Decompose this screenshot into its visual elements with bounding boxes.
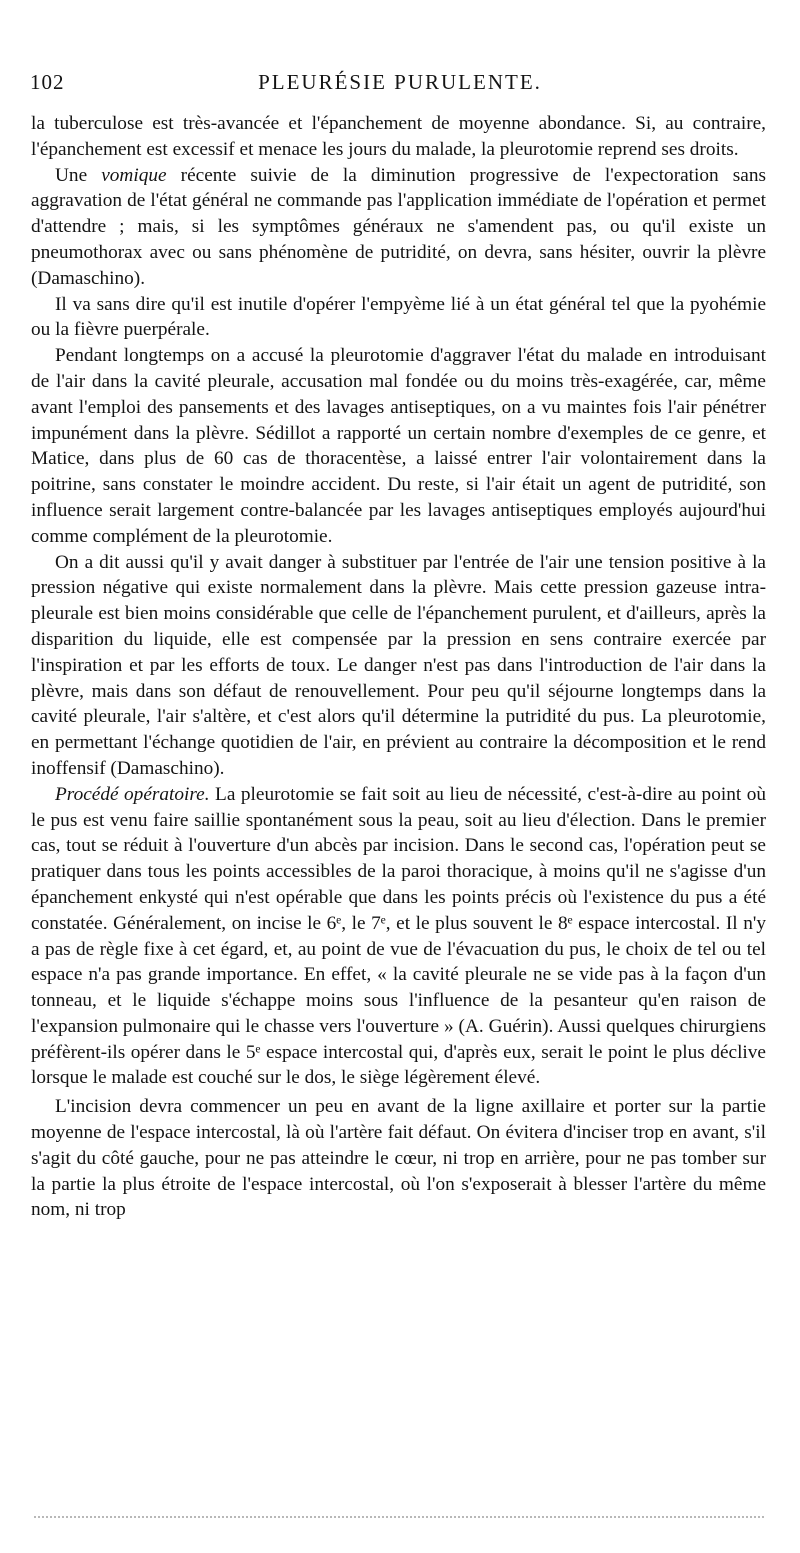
paragraph [31,163,766,292]
section-heading: Procédé opératoire. [55,783,210,805]
paragraph: Il va sans dire qu'il est inutile d'opérer l'empyème lié à un état général tel que la pyohémie ou la fièvre puerpérale. [31,293,766,341]
paragraph-text: Une [55,164,102,186]
emphasis-term: vomique [101,164,167,186]
bleed-through-line [34,1516,764,1520]
paragraph: L'incision devra commencer un peu en avant de la ligne axillaire et porter sur la partie moyenne de l'espace intercostal, là où l'artère fait défaut. On évitera d'inciser trop en avant, s'il s'agit du côté gauche, pour ne pas atteindre le cœur, ni trop en arrière, pour ne pas tomber sur la partie la plus étroite de l'espace intercostal, où l'on s'exposerait à blesser l'artère du même nom, ni trop [31,1096,766,1221]
paragraph: Pendant longtemps on a accusé la pleurotomie d'aggraver l'état du malade en introduisant de l'air dans la cavité pleurale, accusation mal fondée ou du moins très-exagérée, car, même avant l'emploi des pansements et des lavages antiseptiques, on a vu maintes fois l'air pénétrer impunément dans la plèvre. Sédillot a rapporté un certain nombre d'exemples de ce genre, et Matice, dans plus de 60 cas de thoracentèse, a laissé entrer l'air volontairement dans la poitrine, sans constater le moindre accident. Du reste, si l'air était un agent de putridité, son influence serait largement contre-balancée par les lavages antiseptiques employés aujourd'hui comme complément de la pleurotomie. [31,345,766,547]
body-text [31,111,766,1223]
paragraph-text: récente suivie de la diminution progressive de l'expectoration sans aggravation de l'état général ne commande pas l'application immédiate de l'opération et permet d'attendre ; mais, si les symptômes généraux ne s'amendent pas, ou qu'il existe un pneumothorax avec ou sans phénomène de putridité, on devra, sans hésiter, ouvrir la plèvre (Damaschino). [31,164,766,289]
paragraph-text: La pleurotomie se fait soit au lieu de nécessité, c'est-à-dire au point où le pus est venu faire saillie spontanément sous la peau, soit au lieu d'élection. Dans le premier cas, tout se réduit à l'ouverture d'un abcès par incision. Dans le second cas, l'opération peut se pratiquer dans tous les points accessibles de la paroi thoracique, à moins qu'il ne s'agisse d'un épanchement enkysté qui n'est opérable que dans les points précis où l'existence du pus a été constatée. Généralement, on incise le 6ᵉ, le 7ᵉ, et le plus souvent le 8ᵉ espace intercostal. Il n'y a pas de règle fixe à cet égard, et, au point de vue de l'évacuation du pus, le choix de tel ou tel espace n'a pas grande importance. En effet, « la cavité pleurale ne se vide pas à la façon d'un tonneau, et le liquide s'échappe moins sous l'influence de la pesanteur qu'en raison de l'expansion pulmonaire qui le chasse vers l'ouverture » (A. Guérin). Aussi quelques chirurgiens préfèrent-ils opérer dans le 5ᵉ espace intercostal qui, d'après eux, serait le point le plus déclive lorsque le malade est couché sur le dos, le siège légèrement élevé. [31,783,766,1089]
running-title: PLEURÉSIE PURULENTE. [258,70,542,94]
paragraph [31,782,766,1092]
paragraph: la tuberculose est très-avancée et l'épanchement de moyenne abondance. Si, au contraire, l'épanchement est excessif et menace les jours du malade, la pleurotomie reprend ses droits. [31,113,766,160]
page-number: 102 [30,70,65,94]
page-header [30,70,770,106]
paragraph: On a dit aussi qu'il y avait danger à substituer par l'entrée de l'air une tension positive à la pression négative qui existe normalement dans la plèvre. Mais cette pression gazeuse intra-pleurale est bien moins considérable que celle de l'épanchement purulent, et d'ailleurs, après la disparition du liquide, elle est compensée par la pression en sens contraire exercée par l'inspiration et par les efforts de toux. Le danger n'est pas dans l'introduction de l'air dans la plèvre, mais dans son défaut de renouvellement. Pour peu qu'il séjourne longtemps dans la cavité pleurale, l'air s'altère, et c'est alors qu'il détermine la putridité du pus. La pleurotomie, en permettant l'échange quotidien de l'air, en prévient au contraire la décomposition et le rend inoffensif (Damaschino). [31,551,766,779]
